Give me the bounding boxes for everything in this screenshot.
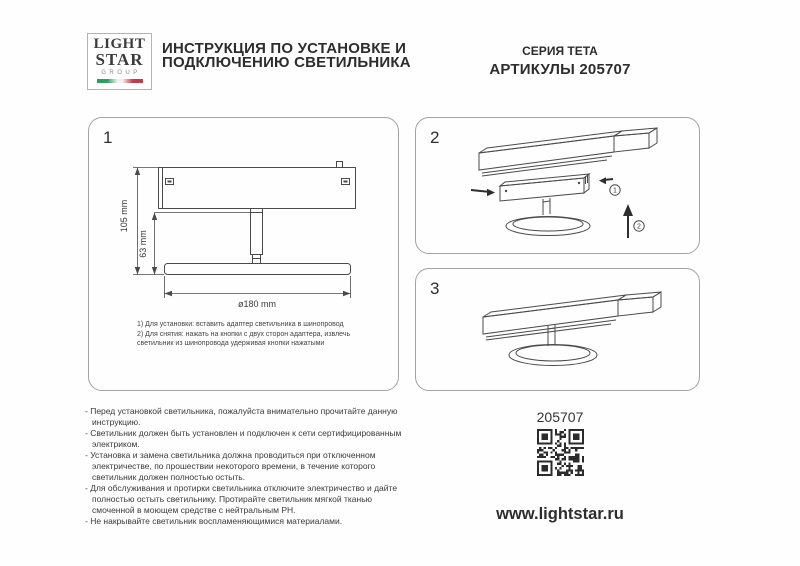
insertion-diagram <box>416 118 701 255</box>
dimension-arrowheads <box>135 168 351 297</box>
article-number: 205707 <box>536 409 584 425</box>
lightstar-logo <box>87 33 152 90</box>
step-2-circle-label: 2 <box>637 223 641 231</box>
step-1-circle-label: 1 <box>613 187 617 195</box>
document-title <box>162 42 411 70</box>
logo-word-light: LIGHT <box>93 36 146 52</box>
panel-3-number: 3 <box>430 279 440 298</box>
dimension-height-label: 105 mm <box>119 199 129 233</box>
mounting-note-line3: светильник из шинопровода удерживая кнопки нажатыми <box>137 340 325 348</box>
mounted-fixture-diagram <box>416 269 701 392</box>
header-right <box>455 44 665 78</box>
mounting-note-line1: 1) Для установки: вставить адаптер светильника в шинопровод <box>137 321 344 328</box>
website-url: www.lightstar.ru <box>496 505 624 523</box>
document-title-line1: ИНСТРУКЦИЯ ПО УСТАНОВКЕ И <box>162 40 407 57</box>
series-label: СЕРИЯ TETA <box>522 44 598 58</box>
mounting-note-line2: 2) Для снятия: нажать на кнопки с двух сторон адаптера, извлечь <box>137 330 351 338</box>
warning-item: - Светильник должен быть установлен и подключен к сети сертифицированным электриком. <box>85 428 403 450</box>
warning-item: - Для обслуживания и протирки светильника отключите электричество и дайте полностью остыть светильнику. Протирайте светильник мягкой тканью смоченной в моющем средстве с нейтральным PH. <box>85 483 403 516</box>
panel-2-number: 2 <box>430 128 440 147</box>
dimension-stem-label: 63 mm <box>138 230 148 258</box>
logo-word-group: GROUP <box>101 70 141 76</box>
document-title-line2: ПОДКЛЮЧЕНИЮ СВЕТИЛЬНИКА <box>162 54 411 71</box>
dimension-diameter-label: ø180 mm <box>237 299 277 309</box>
italian-flag-icon <box>97 79 143 83</box>
qr-code <box>537 429 584 476</box>
logo-word-star: STAR <box>95 50 144 69</box>
fixture-dimension-drawing <box>89 118 400 392</box>
warning-item: - Не накрывайте светильник воспламеняющимися материалами. <box>85 516 403 527</box>
panel-1-number: 1 <box>103 128 113 147</box>
warning-item: - Установка и замена светильника должна проводиться при отключенном электричестве, по прошествии некоторого времени, в течение которого светильник должен полностью остыть. <box>85 450 403 483</box>
panel-step-3 <box>415 268 700 391</box>
articles-label: АРТИКУЛЫ 205707 <box>489 61 631 78</box>
safety-warnings-list <box>85 406 403 527</box>
panel-step-1 <box>88 117 399 391</box>
panel-step-2 <box>415 117 700 254</box>
warning-item: - Перед установкой светильника, пожалуйста внимательно прочитайте данную инструкцию. <box>85 406 403 428</box>
mounting-notes <box>137 320 377 349</box>
